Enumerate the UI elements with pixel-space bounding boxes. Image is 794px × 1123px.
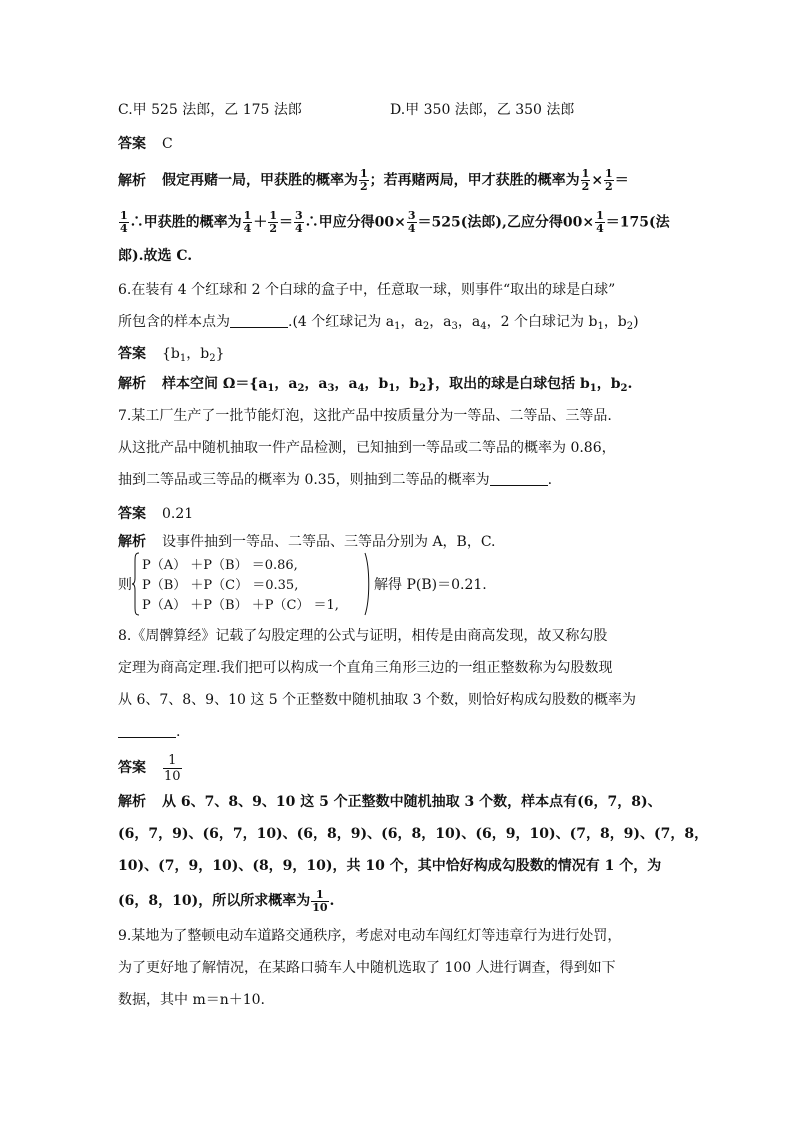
frac-num: 1 [605,167,613,180]
fraction [581,168,591,193]
subscript: 2 [422,321,430,332]
q6-question-line-2 [118,312,639,332]
analysis-text: ，a [274,376,298,392]
analysis-text: ，b [596,376,621,392]
fraction [268,210,278,235]
frac-num: 1 [581,167,590,180]
equals-sign: ＝ [278,214,293,231]
frac-num: 1 [269,209,277,222]
question-text: .(4 个红球记为 a [288,314,395,330]
times-sign: × [591,172,604,189]
answer-value: 0.21 [162,506,194,522]
question-text: ，2 个白球记为 b [486,314,598,330]
analysis-text: ；若再赌两局，甲才获胜的概率为 [369,172,580,189]
analysis-text: }，取出的球是白球包括 b [426,376,590,392]
analysis-text: 从 6、7、8、9、10 这 5 个正整数中随机抽取 3 个数，样本点有(6，7，8)、 [162,794,662,810]
frac-num: 1 [243,209,252,222]
question-text: ，a [429,314,452,330]
analysis-label: 解析 [118,376,146,392]
question-text: ，a [457,314,481,330]
q9-question-line-1: 9.某地为了整顿电动车道路交通秩序，考虑对电动车闯红灯等违章行为进行处罚， [118,928,622,944]
left-brace [132,552,140,616]
right-paren [364,552,372,616]
q8-analysis-line-2: (6，7，9)、(6，7，10)、(6，8，9)、(6，8，10)、(6，9，10)、(7，8，9)、(7，8， [118,826,709,842]
answer-value: } [215,346,225,362]
subscript: 1 [179,353,187,364]
frac-num: 1 [311,889,328,902]
subscript: 2 [209,353,216,364]
subscript: 2 [620,383,628,394]
analysis-text: ＝175(法 [605,214,670,231]
analysis-text: 假定再赌一局，甲获胜的概率为 [162,172,358,189]
frac-den: 4 [294,222,303,235]
question-text: . [176,724,181,740]
analysis-text: ∴甲应分得00× [304,214,406,231]
q5-analysis-line-1 [118,167,629,193]
subscript: 1 [394,321,401,332]
question-text: ，a [400,314,423,330]
fraction [294,210,304,235]
q8-question-line-1: 8.《周髀算经》记载了勾股定理的公式与证明，相传是由商高发现，故又称勾股 [118,628,608,644]
answer-blank [230,313,288,328]
frac-den: 2 [269,222,277,235]
q6-question-line-1: 6.在装有 4 个红球和 2 个白球的盒子中，任意取一球，则事件“取出的球是白球” [118,282,616,298]
frac-den: 2 [360,180,368,193]
subscript: 1 [267,383,275,394]
q8-analysis-line-3: 10)、(7，9，10)、(8，9，10)，共 10 个，其中恰好构成勾股数的情况有 1 个，为 [118,858,662,874]
plus-sign: ＋ [253,214,268,231]
frac-den: 4 [243,222,252,235]
q7-question-line-3 [118,470,552,490]
subscript: 1 [589,383,597,394]
answer-blank [490,471,548,486]
question-text: ，b [603,314,627,330]
q5-analysis-line-3: 郎).故选 C. [118,248,193,264]
q8-question-line-2: 定理为商高定理.我们把可以构成一个直角三角形三边的一组正整数称为勾股数现 [118,660,613,676]
fraction [163,753,182,784]
q8-answer [118,752,183,784]
analysis-text: ，b [364,376,389,392]
subscript: 2 [419,383,427,394]
frac-num: 3 [407,209,416,222]
question-text: . [547,472,553,488]
q5-analysis-line-2 [118,209,670,235]
analysis-text: (6，8，10)，所以所求概率为 [118,893,311,909]
equation-row-3: P（A） ＋P（B） ＋P（C） ＝1, [142,598,339,613]
q7-question-line-2: 从这批产品中随机抽取一件产品检测，已知抽到一等品或二等品的概率为 0.86， [118,440,616,456]
q8-analysis-line-4 [118,886,334,916]
analysis-label: 解析 [118,794,146,810]
q5-options [118,100,575,120]
q7-answer [118,504,193,524]
subscript: 3 [451,321,458,332]
q9-question-line-3: 数据，其中 m＝n＋10. [118,992,266,1008]
analysis-label: 解析 [118,172,146,189]
frac-num: 1 [360,167,368,180]
answer-label: 答案 [118,760,146,776]
q5-answer [118,134,173,154]
answer-label: 答案 [118,346,146,362]
analysis-text: ，a [334,376,358,392]
analysis-text: 样本空间 Ω＝{a [162,376,268,392]
subscript: 1 [388,383,396,394]
subscript: 2 [297,383,305,394]
answer-value: {b [162,346,180,362]
fraction [595,210,605,235]
q7-question-line-1: 7.某工厂生产了一批节能灯泡，这批产品中按质量分为一等品、二等品、三等品. [118,408,612,424]
system-result: 解得 P(B)＝0.21. [374,577,487,593]
q6-answer [118,344,225,364]
analysis-text: ，a [304,376,328,392]
frac-num: 1 [120,209,128,222]
subscript: 2 [626,321,634,332]
fraction [119,210,129,235]
answer-label: 答案 [118,136,146,152]
answer-value: ，b [186,346,210,362]
equals-sign: ＝ [614,172,629,189]
fraction [243,210,253,235]
subscript: 4 [480,321,487,332]
question-text: ) [633,314,639,330]
answer-label: 答案 [118,506,146,522]
frac-den: 4 [120,222,128,235]
frac-num: 3 [294,209,303,222]
equation-row-2: P（B） ＋P（C） ＝0.35, [142,578,299,593]
analysis-text: ∴甲获胜的概率为 [129,214,242,231]
question-text: 所包含的样本点为 [118,314,230,330]
analysis-text: . [329,893,335,909]
q8-question-line-4 [118,722,180,742]
frac-num: 1 [163,753,182,769]
frac-den: 2 [581,180,590,193]
analysis-text: ，b [395,376,420,392]
question-text: 抽到二等品或三等品的概率为 0.35，则抽到二等品的概率为 [118,472,490,488]
analysis-text: 设事件抽到一等品、二等品、三等品分别为 A，B，C. [162,534,496,550]
frac-den: 4 [407,222,416,235]
q7-analysis [118,532,496,552]
frac-den: 2 [605,180,613,193]
frac-den: 10 [312,900,328,914]
subscript: 1 [597,321,604,332]
q5-option-c: C.甲 525 法郎，乙 175 法郎 [118,102,302,118]
fraction [359,168,369,193]
fraction [407,210,417,235]
system-prefix: 则 [118,577,132,593]
equation-row-1: P（A） ＋P（B） ＝0.86, [142,558,298,573]
subscript: 3 [327,383,335,394]
q6-analysis [118,374,632,394]
fraction [311,889,328,914]
answer-blank [118,723,176,738]
q8-question-line-3: 从 6、7、8、9、10 这 5 个正整数中随机抽取 3 个数，则恰好构成勾股数的概率为 [118,692,636,708]
frac-den: 10 [164,768,181,784]
fraction [604,168,614,193]
analysis-text: ＝525(法郎),乙应分得00× [417,214,595,231]
frac-den: 4 [596,222,604,235]
answer-value: C [162,136,173,152]
analysis-text: . [627,376,633,392]
analysis-label: 解析 [118,534,146,550]
q8-analysis-line-1 [118,792,662,812]
subscript: 4 [357,383,365,394]
frac-num: 1 [596,209,604,222]
q9-question-line-2: 为了更好地了解情况，在某路口骑车人中随机选取了 100 人进行调查，得到如下 [118,960,616,976]
q5-option-d: D.甲 350 法郎，乙 350 法郎 [390,102,575,118]
